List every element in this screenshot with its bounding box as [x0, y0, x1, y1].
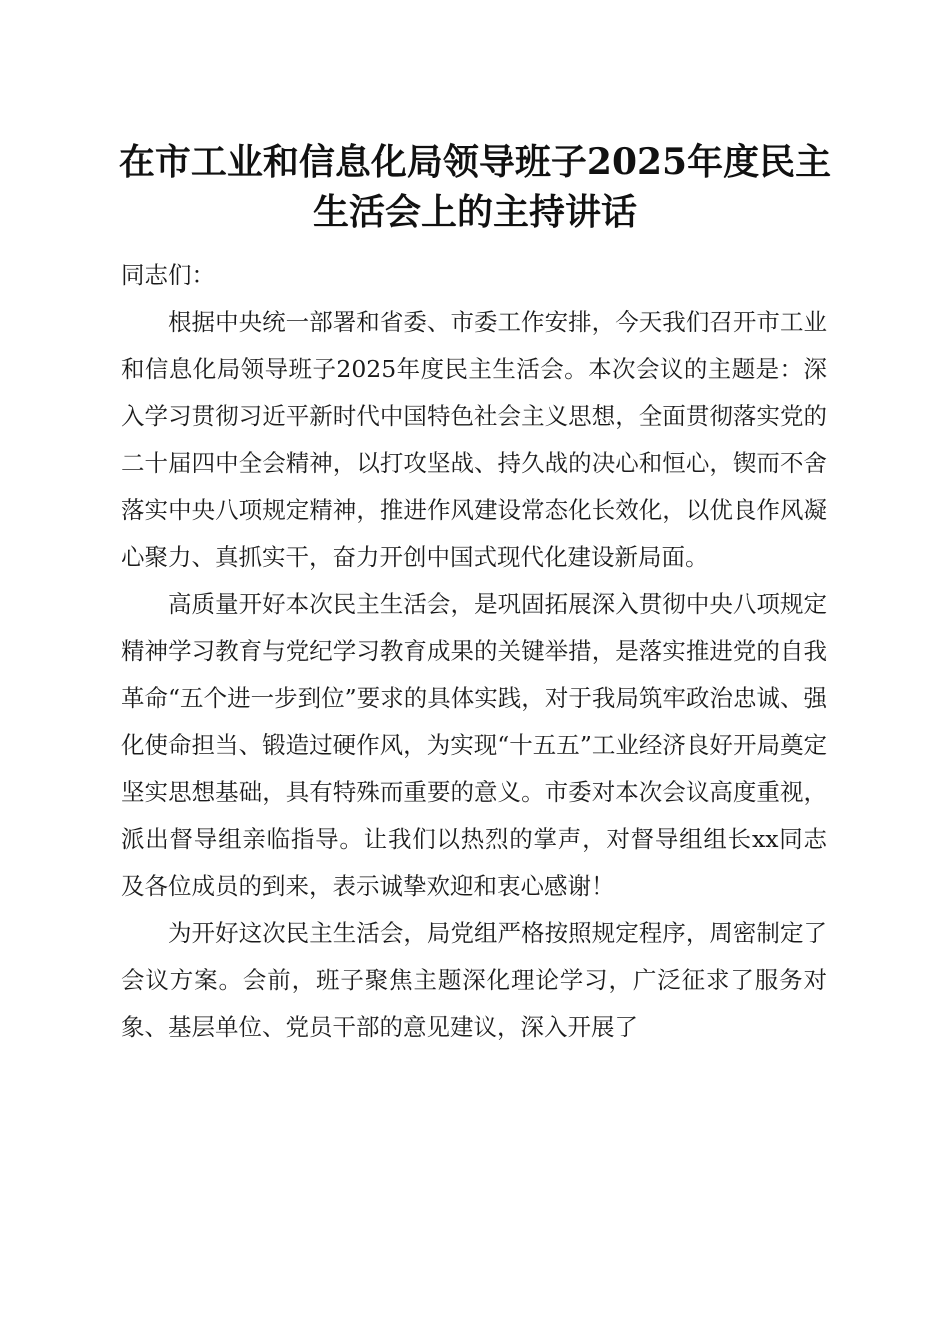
paragraph-1: 根据中央统一部署和省委、市委工作安排，今天我们召开市工业和信息化局领导班子2025年度民主生活会。本次会议的主题是：深入学习贯彻习近平新时代中国特色社会主义思想，全面贯彻落实党的二十届四中全会精神，以打攻坚战、持久战的决心和恒心，锲而不舍落实中央八项规定精神，推进作风建设常态化长效化，以优良作风凝心聚力、真抓实干，奋力开创中国式现代化建设新局面。: [121, 308, 827, 571]
paragraph-3: 为开好这次民主生活会，局党组严格按照规定程序，周密制定了会议方案。会前，班子聚焦主题深化理论学习，广泛征求了服务对象、基层单位、党员干部的意见建议，深入开展了: [121, 919, 827, 1041]
salutation: 同志们：: [121, 261, 215, 289]
paragraph-2: 高质量开好本次民主生活会，是巩固拓展深入贯彻中央八项规定精神学习教育与党纪学习教育成果的关键举措，是落实推进党的自我革命“五个进一步到位”要求的具体实践，对于我局筑牢政治忠诚、强化使命担当、锻造过硬作风，为实现“十五五”工业经济良好开局奠定坚实思想基础，具有特殊而重要的意义。市委对本次会议高度重视，派出督导组亲临指导。让我们以热烈的掌声，对督导组组长xx同志及各位成员的到来，表示诚挚欢迎和衷心感谢！: [121, 590, 827, 900]
document-title: [110, 137, 840, 237]
document-body: [121, 252, 827, 1051]
title-line-2: 生活会上的主持讲话: [312, 191, 637, 233]
title-line-1: 在市工业和信息化局领导班子2025年度民主: [118, 141, 832, 183]
